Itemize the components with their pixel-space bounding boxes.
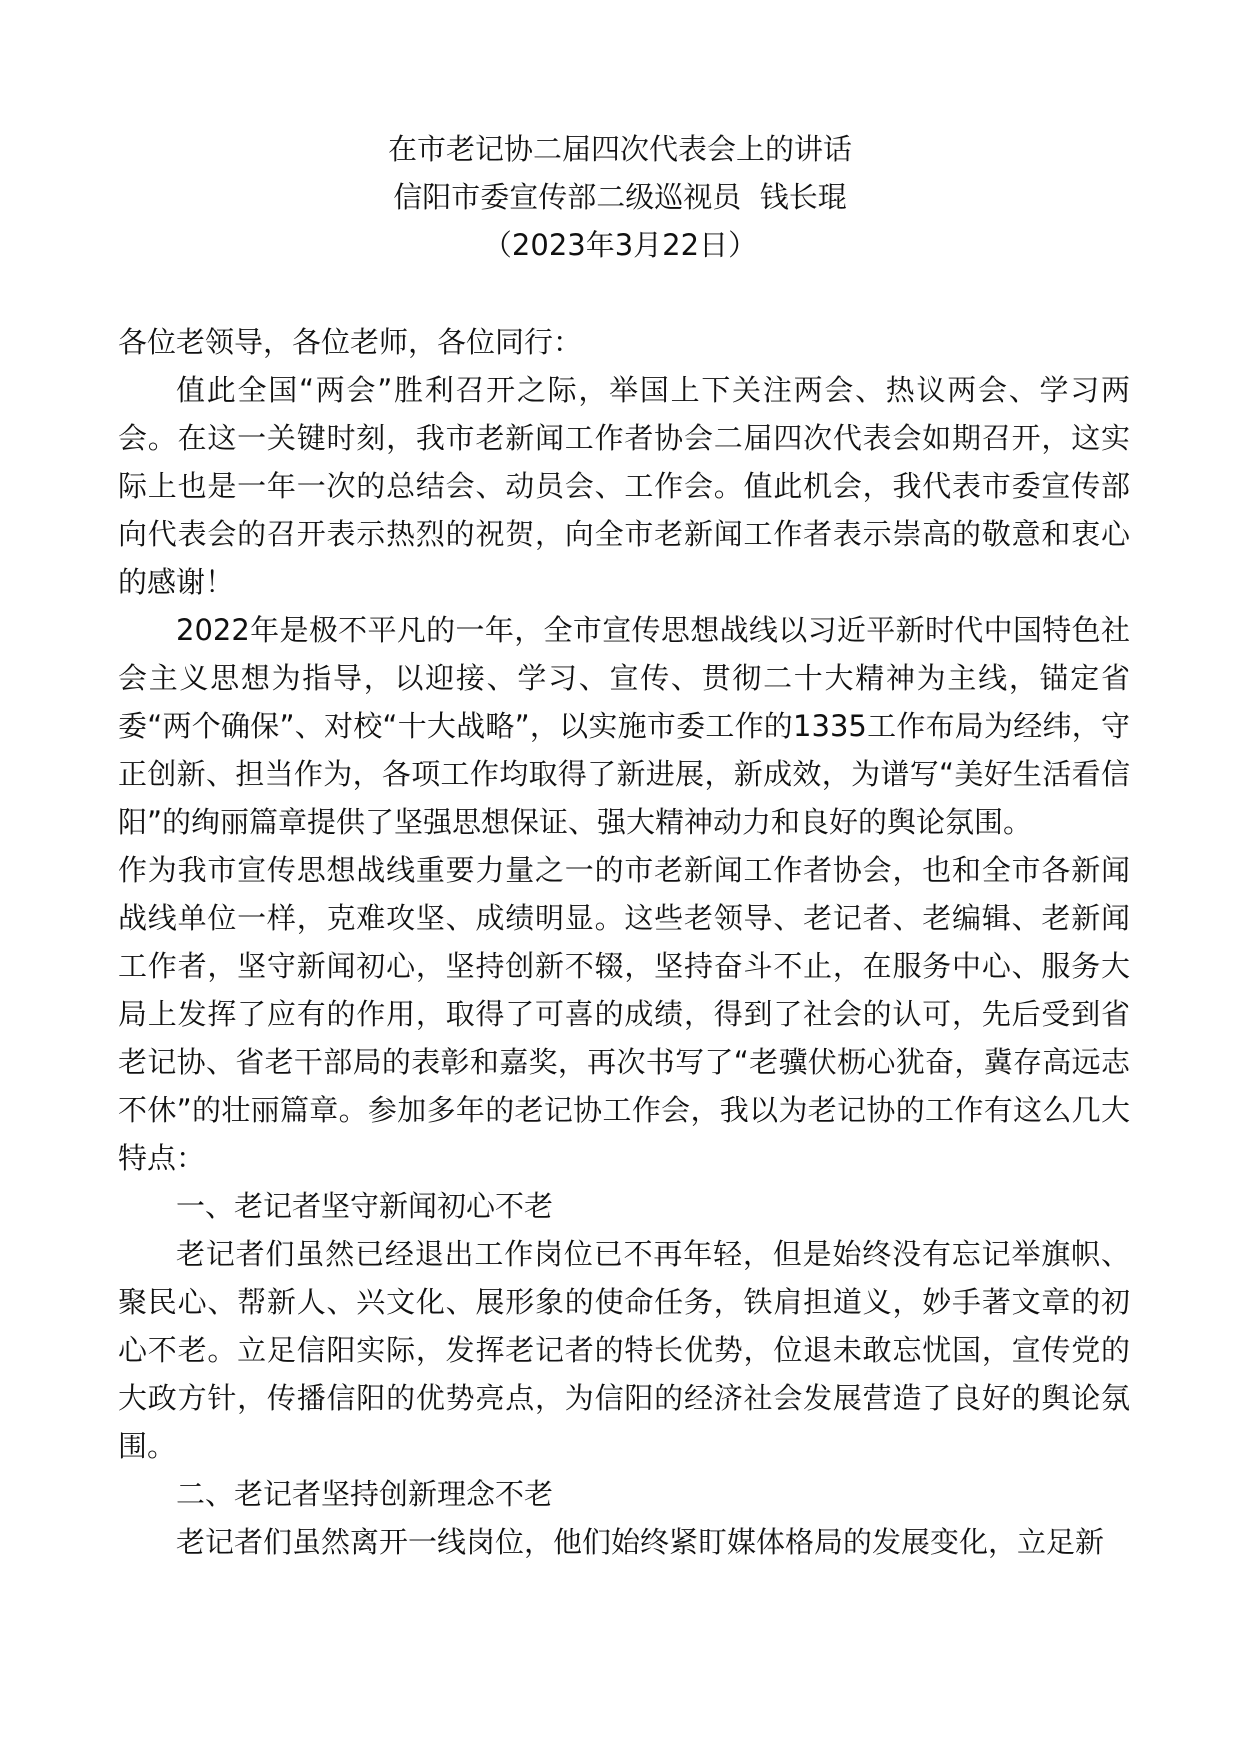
section-heading-2: 二、老记者坚持创新理念不老 xyxy=(176,1477,554,1511)
speech-body xyxy=(118,318,1130,1566)
section-heading-1: 一、老记者坚守新闻初心不老 xyxy=(176,1189,554,1223)
paragraph-association-achievements: 作为我市宣传思想战线重要力量之一的市老新闻工作者协会，也和全市各新闻战线单位一样，克难攻坚、成绩明显。这些老领导、老记者、老编辑、老新闻工作者，坚守新闻初心，坚持创新不辍，坚持奋斗不止，在服务中心、服务大局上发挥了应有的作用，取得了可喜的成绩，得到了社会的认可，先后受到省老记协、省老干部局的表彰和嘉奖，再次书写了“老骥伏枥心犹奋，冀存高远志不休”的壮丽篇章。参加多年的老记协工作会，我以为老记协的工作有这么几大特点： xyxy=(118,853,1130,1175)
document-header xyxy=(0,125,1240,269)
paragraph-opening: 值此全国“两会”胜利召开之际，举国上下关注两会、热议两会、学习两会。在这一关键时刻，我市老新闻工作者协会二届四次代表会如期召开，这实际上也是一年一次的总结会、动员会、工作会。值此机会，我代表市委宣传部向代表会的召开表示热烈的祝贺，向全市老新闻工作者表示崇高的敬意和衷心的感谢！ xyxy=(118,373,1130,599)
paragraph-2022-review: 2022年是极不平凡的一年，全市宣传思想战线以习近平新时代中国特色社会主义思想为指导，以迎接、学习、宣传、贯彻二十大精神为主线，锚定省委“两个确保”、对校“十大战略”，以实施市委工作的1335工作布局为经纬，守正创新、担当作为，各项工作均取得了新进展，新成效，为谱写“美好生活看信阳”的绚丽篇章提供了坚强思想保证、强大精神动力和良好的舆论氛围。 xyxy=(118,613,1130,839)
speaker-line: 信阳市委宣传部二级巡视员 钱长琨 xyxy=(393,180,847,214)
paragraph-section-2: 老记者们虽然离开一线岗位，他们始终紧盯媒体格局的发展变化，立足新 xyxy=(176,1525,1105,1559)
speech-date: （2023年3月22日） xyxy=(482,228,758,262)
speech-title: 在市老记协二届四次代表会上的讲话 xyxy=(387,132,852,166)
salutation: 各位老领导，各位老师，各位同行： xyxy=(118,325,583,359)
paragraph-section-1: 老记者们虽然已经退出工作岗位已不再年轻，但是始终没有忘记举旗帜、聚民心、帮新人、兴文化、展形象的使命任务，铁肩担道义，妙手著文章的初心不老。立足信阳实际，发挥老记者的特长优势，位退未敢忘忧国，宣传党的大政方针，传播信阳的优势亮点，为信阳的经济社会发展营造了良好的舆论氛围。 xyxy=(118,1237,1130,1463)
